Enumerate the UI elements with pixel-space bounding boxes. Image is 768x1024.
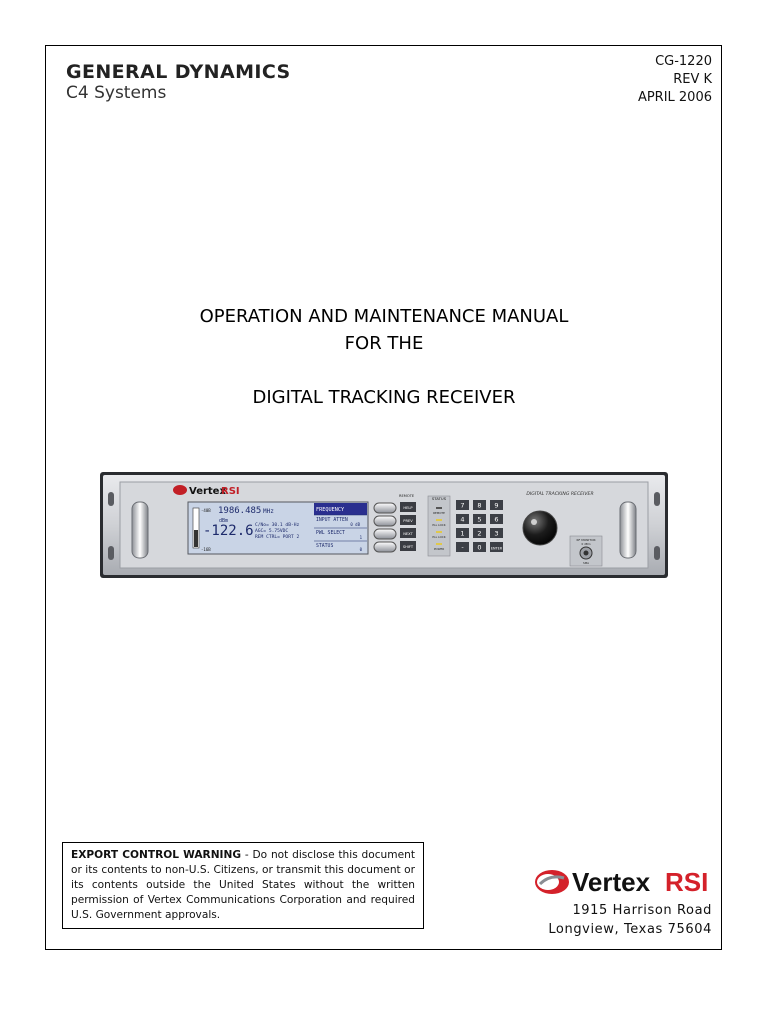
warning-body: - Do not disclose this document or its contents to non-U.S. Citizens, or transmit this document or its contents outside the United States without the written permission of Vertex Communications Corporation and required U.S. Government approvals.	[71, 849, 415, 921]
export-control-warning	[62, 842, 424, 929]
svg-text:HELP: HELP	[403, 506, 413, 510]
svg-text:6: 6	[494, 515, 499, 524]
title-line-1: OPERATION AND MAINTENANCE MANUAL	[199, 306, 569, 327]
tuning-knob	[523, 511, 557, 545]
company-name: GENERAL DYNAMICS	[66, 61, 291, 83]
svg-text:POWER: POWER	[433, 547, 445, 551]
svg-text:RSI: RSI	[665, 867, 709, 897]
right-handle	[620, 502, 636, 558]
svg-text:9: 9	[494, 501, 499, 510]
doc-number: CG-1220	[655, 54, 712, 69]
lcd-menu-pwl-select: PWL SELECT	[316, 531, 345, 536]
division-name: C4 Systems	[66, 83, 167, 103]
title-line-3: DIGITAL TRACKING RECEIVER	[252, 387, 516, 408]
svg-text:2: 2	[477, 529, 482, 538]
svg-text:STATUS: STATUS	[431, 496, 447, 501]
svg-text:ENTER: ENTER	[490, 546, 503, 551]
svg-text:NEXT: NEXT	[403, 532, 413, 536]
svg-text:1986.485: 1986.485	[218, 506, 262, 516]
svg-text:0: 0	[477, 543, 482, 552]
manual-title	[0, 303, 768, 411]
svg-text:1: 1	[460, 529, 465, 538]
title-line-2: FOR THE	[344, 333, 424, 354]
svg-text:C/No= 30.1 dB-Hz: C/No= 30.1 dB-Hz	[255, 523, 300, 528]
receiver-front-panel-image	[100, 472, 668, 578]
doc-date: APRIL 2006	[637, 90, 712, 105]
left-handle	[132, 502, 148, 558]
svg-text:MHz: MHz	[263, 508, 274, 515]
svg-text:0 dB: 0 dB	[350, 522, 360, 527]
lcd-menu-status: STATUS	[316, 544, 334, 549]
svg-text:REMOTE: REMOTE	[399, 494, 415, 498]
svg-text:AGC= 5.75VDC: AGC= 5.75VDC	[255, 529, 289, 534]
svg-text:4: 4	[460, 515, 465, 524]
svg-text:-16B: -16B	[201, 547, 211, 552]
svg-text:RSI: RSI	[221, 486, 240, 497]
svg-text:RF MONITOR: RF MONITOR	[576, 538, 596, 542]
svg-text:5: 5	[477, 515, 482, 524]
svg-text:REM CTRL= PORT 2: REM CTRL= PORT 2	[255, 535, 300, 540]
address-line-1: 1915 Harrison Road	[572, 903, 712, 918]
svg-text:dBm: dBm	[219, 518, 229, 524]
doc-revision: REV K	[673, 72, 712, 87]
svg-text:SHIFT: SHIFT	[402, 545, 414, 549]
svg-text:1: 1	[359, 535, 362, 540]
panel-model-label: DIGITAL TRACKING RECEIVER	[526, 492, 594, 497]
svg-text:Vertex: Vertex	[189, 486, 226, 497]
svg-text:0: 0	[359, 547, 362, 552]
svg-text:PLL LOCK: PLL LOCK	[432, 523, 446, 527]
lcd-menu-frequency: FREQUENCY	[316, 507, 345, 513]
svg-text:REMOTE: REMOTE	[433, 511, 445, 515]
soft-key-1	[374, 503, 396, 513]
warning-heading: EXPORT CONTROL WARNING	[71, 849, 242, 861]
vertex-rsi-logo	[532, 862, 714, 898]
svg-text:SMA: SMA	[582, 561, 590, 565]
svg-text:-122.6: -122.6	[203, 523, 254, 539]
document-info	[638, 53, 712, 107]
svg-text:8: 8	[477, 501, 482, 510]
lcd-menu-input-atten: INPUT ATTEN	[316, 518, 348, 523]
address-line-2: Longview, Texas 75604	[548, 922, 712, 937]
soft-key-2	[374, 516, 396, 526]
soft-key-3	[374, 529, 396, 539]
svg-text:PREV: PREV	[403, 519, 413, 523]
svg-text:Vertex: Vertex	[572, 867, 651, 897]
vendor-address	[548, 901, 712, 939]
svg-text:7: 7	[460, 501, 465, 510]
svg-text:-40B: -40B	[201, 508, 211, 513]
soft-key-4	[374, 542, 396, 552]
svg-text:3: 3	[494, 529, 499, 538]
general-dynamics-logo	[66, 61, 291, 103]
svg-text:0 dBm: 0 dBm	[581, 542, 591, 546]
svg-text:-: -	[461, 543, 464, 552]
svg-text:PLL LOCK: PLL LOCK	[432, 535, 446, 539]
